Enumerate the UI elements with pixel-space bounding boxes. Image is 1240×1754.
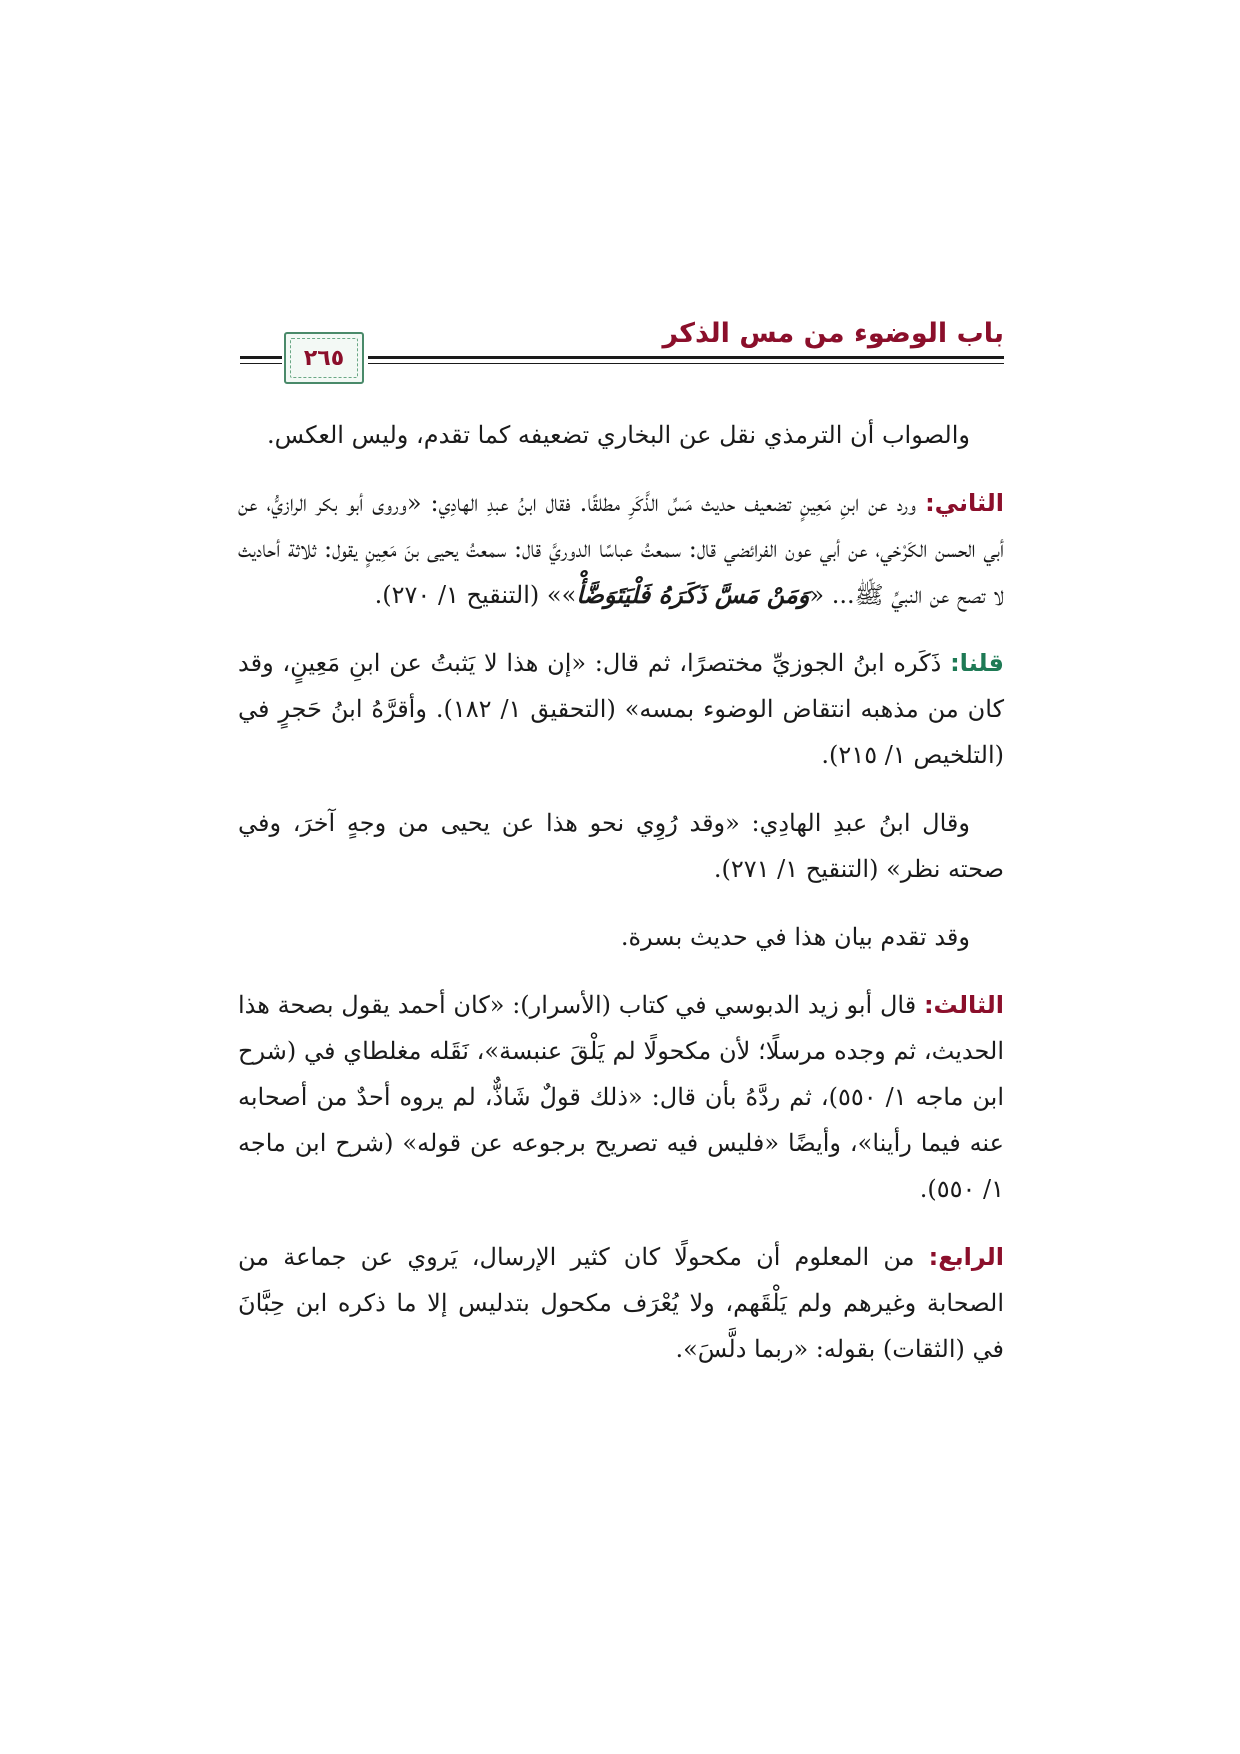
paragraph-response <box>238 640 1004 778</box>
paragraph-ibn-abd-alhadi <box>238 800 1004 892</box>
page-number: ٢٦٥ <box>303 345 345 371</box>
header-rule-right <box>368 356 1004 364</box>
paragraph-text: »» (التنقيح ١/ ٢٧٠). <box>374 581 577 609</box>
paragraph-text: قال أبو زيد الدبوسي في كتاب (الأسرار): «كان أحمد يقول بصحة هذا الحديث، ثم وجده مرسلًا؛ لأن مكحولًا لم يَلْقَ عنبسة»، نَقَله مغلطاي في (شرح ابن ماجه ١/ ٥٥٠)، ثم ردَّهُ بأن قال: «ذلك قولٌ شَاذٌّ، لم يروه أحدٌ من أصحابه عنه فيما رأينا»، وأيضًا «فليس فيه تصريح برجوعه عن قوله» (شرح ابن ماجه ١/ ٥٥٠). <box>238 991 1005 1203</box>
page-number-badge <box>284 332 364 384</box>
paragraph-busra-note <box>238 914 1004 960</box>
point-label-third: الثالث: <box>923 991 1004 1019</box>
point-label-second: الثاني: <box>925 489 1004 517</box>
paragraph-text: والصواب أن الترمذي نقل عن البخاري تضعيفه كما تقدم، وليس العكس. <box>266 421 970 449</box>
header-rule-left <box>240 356 282 364</box>
paragraph-text: وقد تقدم بيان هذا في حديث بسرة. <box>620 923 970 951</box>
running-title: باب الوضوء من مس الذكر <box>662 318 1004 349</box>
paragraph-text: وقال ابنُ عبدِ الهادِي: «وقد رُوِي نحو هذا عن يحيى من وجهٍ آخرَ، وفي صحته نظر» (التنقيح ١/ ٢٧١). <box>238 809 1004 883</box>
paragraph-third-point <box>238 982 1004 1212</box>
point-label-fourth: الرابع: <box>928 1243 1004 1271</box>
hadith-quote: وَمَنْ مَسَّ ذَكَرَهُ فَلْيَتَوَضَّأْ <box>576 580 810 609</box>
paragraph-second-point <box>238 480 1004 618</box>
point-label-response: قلنا: <box>950 649 1004 677</box>
paragraph-text: ورد عن ابنِ مَعِينٍ تضعيف حديث مَسِّ الذَّكَرِ مطلقًا. فقال ابنُ عبدِ الهادِي: «وروى أبو بكر الرازيُّ، عن أبي الحسن الكَرْخي، عن أبي عون الفرائضي قال: سمعتُ عباسًا الدوريَّ قال: سمعتُ يحيى بنَ مَعِينٍ يقول: ثلاثة أحاديث لا تصح عن النبيِّ ﷺ... « <box>238 489 1004 609</box>
paragraph-fourth-point <box>238 1234 1004 1372</box>
page-body <box>238 412 1004 1394</box>
paragraph-conclusion <box>238 412 1004 458</box>
paragraph-text: ذَكَره ابنُ الجوزيِّ مختصرًا، ثم قال: «إن هذا لا يَثبتُ عن ابنِ مَعِينٍ، وقد كان من مذهبه انتقاض الوضوء بمسه» (التحقيق ١/ ١٨٢). وأقرَّهُ ابنُ حَجرٍ في (التلخيص ١/ ٢١٥). <box>238 649 1005 769</box>
paragraph-text: من المعلوم أن مكحولًا كان كثير الإرسال، يَروي عن جماعة من الصحابة وغيرهم ولم يَلْقَهم، ولا يُعْرَف مكحول بتدليس إلا ما ذكره ابن حِبَّانَ في (الثقات) بقوله: «ربما دلَّسَ». <box>238 1243 1004 1363</box>
